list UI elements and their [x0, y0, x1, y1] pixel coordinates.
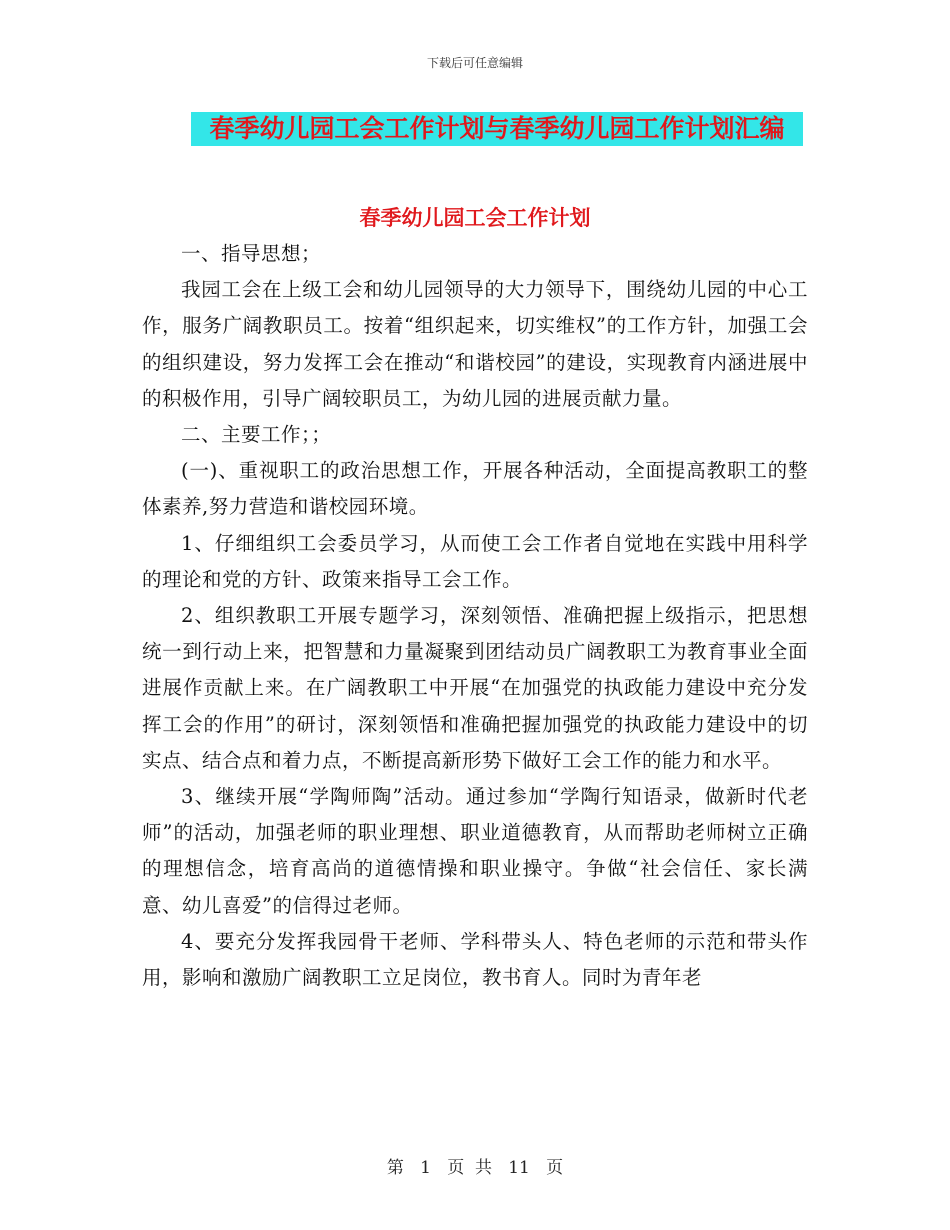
paragraph: 1、仔细组织工会委员学习，从而使工会工作者自觉地在实践中用科学的理论和党的方针、政策来指导工会工作。 — [142, 531, 808, 591]
main-title: 春季幼儿园工会工作计划与春季幼儿园工作计划汇编 — [209, 114, 785, 143]
header-note: 下载后可任意编辑 — [426, 56, 523, 70]
paragraph: 一、指导思想； — [181, 242, 322, 265]
document-body — [142, 236, 808, 996]
paragraph: 2、组织教职工开展专题学习，深刻领悟、准确把握上级指示，把思想统一到行动上来，把智慧和力量凝聚到团结动员广阔教职工为教育事业全面进展作贡献上来。在广阔教职工中开展“在加强党的执政能力建设中充分发挥工会的作用”的研讨，深刻领悟和准确把握加强党的执政能力建设中的切实点、结合点和着力点，不断提高新形势下做好工会工作的能力和水平。 — [142, 604, 808, 772]
page-label-suffix: 页 — [546, 1158, 564, 1178]
section-title: 春季幼儿园工会工作计划 — [359, 205, 591, 230]
page-label-prefix: 第 — [386, 1158, 404, 1178]
paragraph: 我园工会在上级工会和幼儿园领导的大力领导下，围绕幼儿园的中心工作，服务广阔教职员工。按着“组织起来，切实维权”的工作方针，加强工会的组织建设，努力发挥工会在推动“和谐校园”的建设，实现教育内涵进展中的积极作用，引导广阔较职员工，为幼儿园的进展贡献力量。 — [142, 278, 808, 410]
paragraph: (一)、重视职工的政治思想工作，开展各种活动，全面提高教职工的整体素养,努力营造和谐校园环境。 — [142, 459, 808, 519]
paragraph: 二、主要工作；； — [181, 423, 332, 447]
paragraph: 3、继续开展“学陶师陶”活动。通过参加“学陶行知语录，做新时代老师”的活动，加强老师的职业理想、职业道德教育，从而帮助老师树立正确的理想信念，培育高尚的道德情操和职业操守。争做“社会信任、家长满意、幼儿喜爱”的信得过老师。 — [142, 785, 808, 917]
page-number — [0, 1153, 950, 1178]
paragraph: 4、要充分发挥我园骨干老师、学科带头人、特色老师的示范和带头作用，影响和激励广阔教职工立足岗位，教书育人。同时为青年老 — [142, 929, 808, 990]
main-title-highlight — [191, 112, 803, 146]
page-current: 1 — [420, 1158, 431, 1178]
page-total: 11 — [508, 1158, 530, 1178]
page-label-middle: 页 共 — [447, 1158, 492, 1178]
